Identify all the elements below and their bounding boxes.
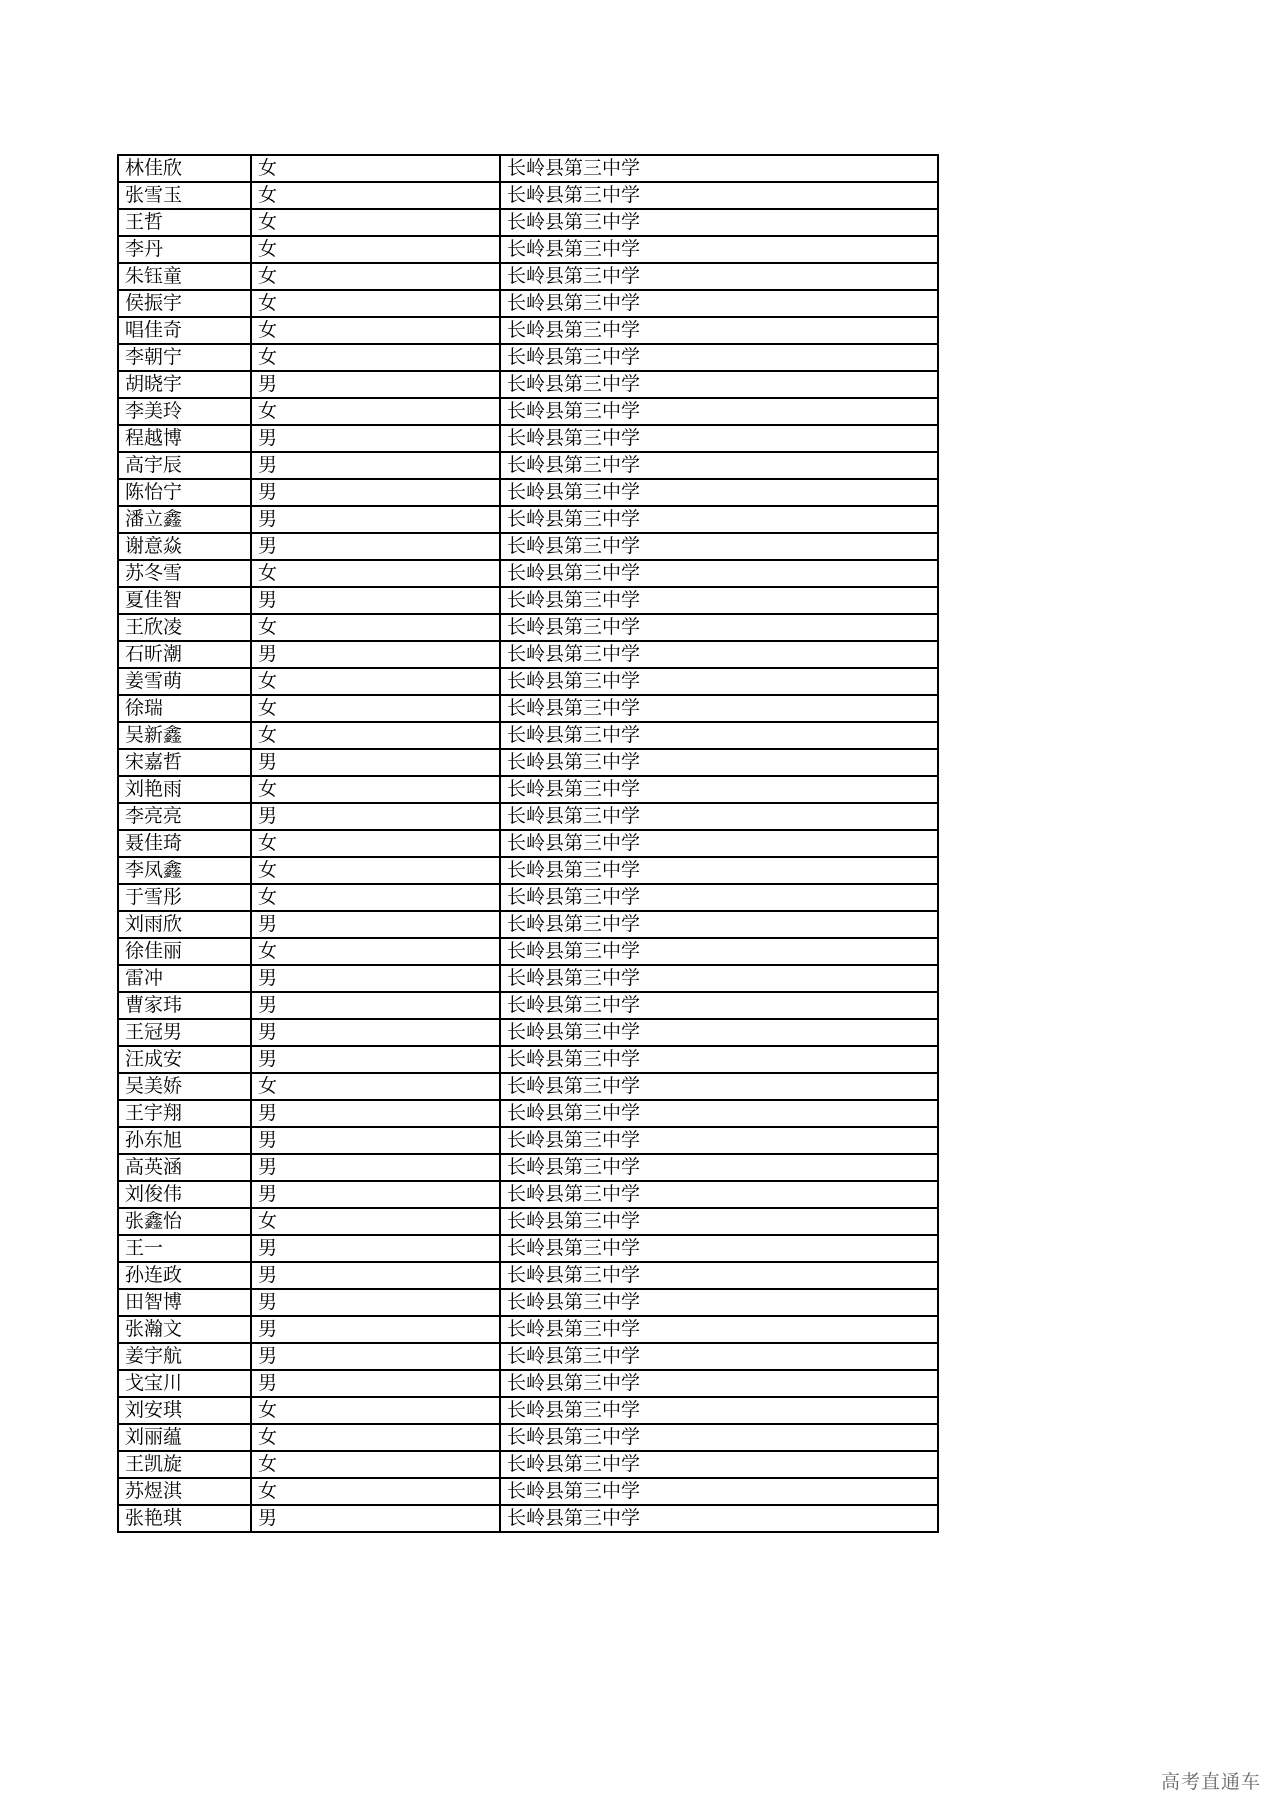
school-cell: 长岭县第三中学 (500, 1505, 938, 1532)
name-cell: 刘安琪 (118, 1397, 251, 1424)
school-cell: 长岭县第三中学 (500, 1235, 938, 1262)
table-row (118, 371, 938, 398)
school-cell: 长岭县第三中学 (500, 641, 938, 668)
table-row (118, 830, 938, 857)
school-cell: 长岭县第三中学 (500, 1262, 938, 1289)
name-cell: 李亮亮 (118, 803, 251, 830)
gender-cell: 男 (251, 1370, 500, 1397)
school-cell: 长岭县第三中学 (500, 1397, 938, 1424)
table-row (118, 209, 938, 236)
name-cell: 林佳欣 (118, 155, 251, 182)
name-cell: 田智博 (118, 1289, 251, 1316)
table-row (118, 965, 938, 992)
name-cell: 汪成安 (118, 1046, 251, 1073)
name-cell: 苏冬雪 (118, 560, 251, 587)
gender-cell: 女 (251, 317, 500, 344)
table-row (118, 290, 938, 317)
gender-cell: 女 (251, 614, 500, 641)
name-cell: 曹家玮 (118, 992, 251, 1019)
table-row (118, 1235, 938, 1262)
table-row (118, 317, 938, 344)
table-row (118, 1127, 938, 1154)
gender-cell: 女 (251, 1397, 500, 1424)
school-cell: 长岭县第三中学 (500, 965, 938, 992)
table-row (118, 236, 938, 263)
table-row (118, 182, 938, 209)
table-row (118, 506, 938, 533)
table-row (118, 263, 938, 290)
school-cell: 长岭县第三中学 (500, 749, 938, 776)
gender-cell: 女 (251, 290, 500, 317)
table-row (118, 1505, 938, 1532)
gender-cell: 男 (251, 587, 500, 614)
watermark-text: 高考直通车 (1160, 1771, 1261, 1793)
table-row (118, 1424, 938, 1451)
name-cell: 王欣凌 (118, 614, 251, 641)
gender-cell: 男 (251, 1100, 500, 1127)
table-row (118, 1397, 938, 1424)
gender-cell: 女 (251, 1208, 500, 1235)
table-row (118, 587, 938, 614)
gender-cell: 男 (251, 1154, 500, 1181)
name-cell: 夏佳智 (118, 587, 251, 614)
gender-cell: 女 (251, 1073, 500, 1100)
school-cell: 长岭县第三中学 (500, 371, 938, 398)
name-cell: 李朝宁 (118, 344, 251, 371)
school-cell: 长岭县第三中学 (500, 290, 938, 317)
school-cell: 长岭县第三中学 (500, 1451, 938, 1478)
table-row (118, 803, 938, 830)
school-cell: 长岭县第三中学 (500, 1046, 938, 1073)
table-row (118, 641, 938, 668)
name-cell: 李美玲 (118, 398, 251, 425)
table-row (118, 749, 938, 776)
table-row (118, 533, 938, 560)
name-cell: 胡晓宇 (118, 371, 251, 398)
school-cell: 长岭县第三中学 (500, 1019, 938, 1046)
name-cell: 李凤鑫 (118, 857, 251, 884)
table-row (118, 560, 938, 587)
table-row (118, 425, 938, 452)
school-cell: 长岭县第三中学 (500, 668, 938, 695)
table-row (118, 452, 938, 479)
school-cell: 长岭县第三中学 (500, 1370, 938, 1397)
roster-body (118, 155, 938, 1532)
gender-cell: 女 (251, 695, 500, 722)
name-cell: 刘俊伟 (118, 1181, 251, 1208)
table-row (118, 884, 938, 911)
name-cell: 雷冲 (118, 965, 251, 992)
school-cell: 长岭县第三中学 (500, 587, 938, 614)
name-cell: 徐佳丽 (118, 938, 251, 965)
name-cell: 程越博 (118, 425, 251, 452)
gender-cell: 女 (251, 1424, 500, 1451)
school-cell: 长岭县第三中学 (500, 1154, 938, 1181)
school-cell: 长岭县第三中学 (500, 344, 938, 371)
gender-cell: 女 (251, 398, 500, 425)
name-cell: 王哲 (118, 209, 251, 236)
gender-cell: 女 (251, 1451, 500, 1478)
school-cell: 长岭县第三中学 (500, 884, 938, 911)
gender-cell: 女 (251, 830, 500, 857)
table-row (118, 776, 938, 803)
table-row (118, 938, 938, 965)
table-row (118, 1289, 938, 1316)
table-row (118, 1154, 938, 1181)
name-cell: 刘丽蕴 (118, 1424, 251, 1451)
name-cell: 姜雪萌 (118, 668, 251, 695)
name-cell: 高宇辰 (118, 452, 251, 479)
gender-cell: 女 (251, 938, 500, 965)
table-row (118, 614, 938, 641)
name-cell: 陈怡宁 (118, 479, 251, 506)
name-cell: 潘立鑫 (118, 506, 251, 533)
school-cell: 长岭县第三中学 (500, 263, 938, 290)
table-row (118, 668, 938, 695)
school-cell: 长岭县第三中学 (500, 533, 938, 560)
table-row (118, 1208, 938, 1235)
name-cell: 王宇翔 (118, 1100, 251, 1127)
name-cell: 刘雨欣 (118, 911, 251, 938)
name-cell: 张瀚文 (118, 1316, 251, 1343)
gender-cell: 男 (251, 452, 500, 479)
gender-cell: 男 (251, 803, 500, 830)
school-cell: 长岭县第三中学 (500, 695, 938, 722)
name-cell: 高英涵 (118, 1154, 251, 1181)
school-cell: 长岭县第三中学 (500, 209, 938, 236)
gender-cell: 女 (251, 182, 500, 209)
table-row (118, 857, 938, 884)
school-cell: 长岭县第三中学 (500, 911, 938, 938)
name-cell: 王冠男 (118, 1019, 251, 1046)
name-cell: 姜宇航 (118, 1343, 251, 1370)
school-cell: 长岭县第三中学 (500, 236, 938, 263)
school-cell: 长岭县第三中学 (500, 1100, 938, 1127)
school-cell: 长岭县第三中学 (500, 506, 938, 533)
gender-cell: 男 (251, 479, 500, 506)
name-cell: 唱佳奇 (118, 317, 251, 344)
school-cell: 长岭县第三中学 (500, 1208, 938, 1235)
name-cell: 李丹 (118, 236, 251, 263)
school-cell: 长岭县第三中学 (500, 479, 938, 506)
table-row (118, 1478, 938, 1505)
student-roster-table (117, 154, 939, 1533)
gender-cell: 男 (251, 1019, 500, 1046)
school-cell: 长岭县第三中学 (500, 317, 938, 344)
name-cell: 苏煜淇 (118, 1478, 251, 1505)
table-row (118, 155, 938, 182)
school-cell: 长岭县第三中学 (500, 830, 938, 857)
table-row (118, 398, 938, 425)
table-row (118, 1046, 938, 1073)
table-row (118, 992, 938, 1019)
gender-cell: 女 (251, 209, 500, 236)
name-cell: 于雪彤 (118, 884, 251, 911)
gender-cell: 女 (251, 1478, 500, 1505)
school-cell: 长岭县第三中学 (500, 1424, 938, 1451)
gender-cell: 男 (251, 1343, 500, 1370)
gender-cell: 女 (251, 236, 500, 263)
school-cell: 长岭县第三中学 (500, 614, 938, 641)
school-cell: 长岭县第三中学 (500, 560, 938, 587)
gender-cell: 女 (251, 560, 500, 587)
name-cell: 谢意焱 (118, 533, 251, 560)
gender-cell: 女 (251, 668, 500, 695)
table-row (118, 911, 938, 938)
gender-cell: 男 (251, 1127, 500, 1154)
table-row (118, 1316, 938, 1343)
name-cell: 朱钰童 (118, 263, 251, 290)
gender-cell: 男 (251, 1289, 500, 1316)
school-cell: 长岭县第三中学 (500, 857, 938, 884)
table-row (118, 1073, 938, 1100)
school-cell: 长岭县第三中学 (500, 425, 938, 452)
school-cell: 长岭县第三中学 (500, 1127, 938, 1154)
gender-cell: 男 (251, 1262, 500, 1289)
gender-cell: 女 (251, 857, 500, 884)
school-cell: 长岭县第三中学 (500, 1316, 938, 1343)
table-row (118, 722, 938, 749)
table-row (118, 1181, 938, 1208)
gender-cell: 女 (251, 263, 500, 290)
school-cell: 长岭县第三中学 (500, 992, 938, 1019)
school-cell: 长岭县第三中学 (500, 1181, 938, 1208)
gender-cell: 女 (251, 155, 500, 182)
gender-cell: 男 (251, 1505, 500, 1532)
name-cell: 王一 (118, 1235, 251, 1262)
name-cell: 王凯旋 (118, 1451, 251, 1478)
name-cell: 侯振宇 (118, 290, 251, 317)
table-row (118, 1370, 938, 1397)
name-cell: 孙东旭 (118, 1127, 251, 1154)
table-row (118, 1451, 938, 1478)
name-cell: 戈宝川 (118, 1370, 251, 1397)
table-row (118, 1262, 938, 1289)
school-cell: 长岭县第三中学 (500, 398, 938, 425)
name-cell: 徐瑞 (118, 695, 251, 722)
name-cell: 吴美娇 (118, 1073, 251, 1100)
table-row (118, 479, 938, 506)
gender-cell: 男 (251, 1316, 500, 1343)
name-cell: 吴新鑫 (118, 722, 251, 749)
gender-cell: 女 (251, 884, 500, 911)
gender-cell: 男 (251, 371, 500, 398)
name-cell: 张艳琪 (118, 1505, 251, 1532)
gender-cell: 男 (251, 1181, 500, 1208)
gender-cell: 男 (251, 533, 500, 560)
name-cell: 孙连政 (118, 1262, 251, 1289)
name-cell: 聂佳琦 (118, 830, 251, 857)
school-cell: 长岭县第三中学 (500, 182, 938, 209)
table-row (118, 1019, 938, 1046)
school-cell: 长岭县第三中学 (500, 776, 938, 803)
name-cell: 刘艳雨 (118, 776, 251, 803)
gender-cell: 女 (251, 722, 500, 749)
school-cell: 长岭县第三中学 (500, 1073, 938, 1100)
gender-cell: 男 (251, 911, 500, 938)
table-row (118, 695, 938, 722)
table-row (118, 344, 938, 371)
school-cell: 长岭县第三中学 (500, 1478, 938, 1505)
gender-cell: 男 (251, 749, 500, 776)
gender-cell: 男 (251, 1046, 500, 1073)
table-row (118, 1100, 938, 1127)
table-row (118, 1343, 938, 1370)
gender-cell: 女 (251, 776, 500, 803)
gender-cell: 男 (251, 506, 500, 533)
gender-cell: 男 (251, 1235, 500, 1262)
name-cell: 张雪玉 (118, 182, 251, 209)
school-cell: 长岭县第三中学 (500, 1289, 938, 1316)
gender-cell: 男 (251, 425, 500, 452)
gender-cell: 男 (251, 641, 500, 668)
school-cell: 长岭县第三中学 (500, 938, 938, 965)
name-cell: 石昕潮 (118, 641, 251, 668)
name-cell: 宋嘉哲 (118, 749, 251, 776)
school-cell: 长岭县第三中学 (500, 452, 938, 479)
gender-cell: 女 (251, 344, 500, 371)
school-cell: 长岭县第三中学 (500, 803, 938, 830)
gender-cell: 男 (251, 992, 500, 1019)
school-cell: 长岭县第三中学 (500, 1343, 938, 1370)
school-cell: 长岭县第三中学 (500, 722, 938, 749)
school-cell: 长岭县第三中学 (500, 155, 938, 182)
name-cell: 张鑫怡 (118, 1208, 251, 1235)
gender-cell: 男 (251, 965, 500, 992)
